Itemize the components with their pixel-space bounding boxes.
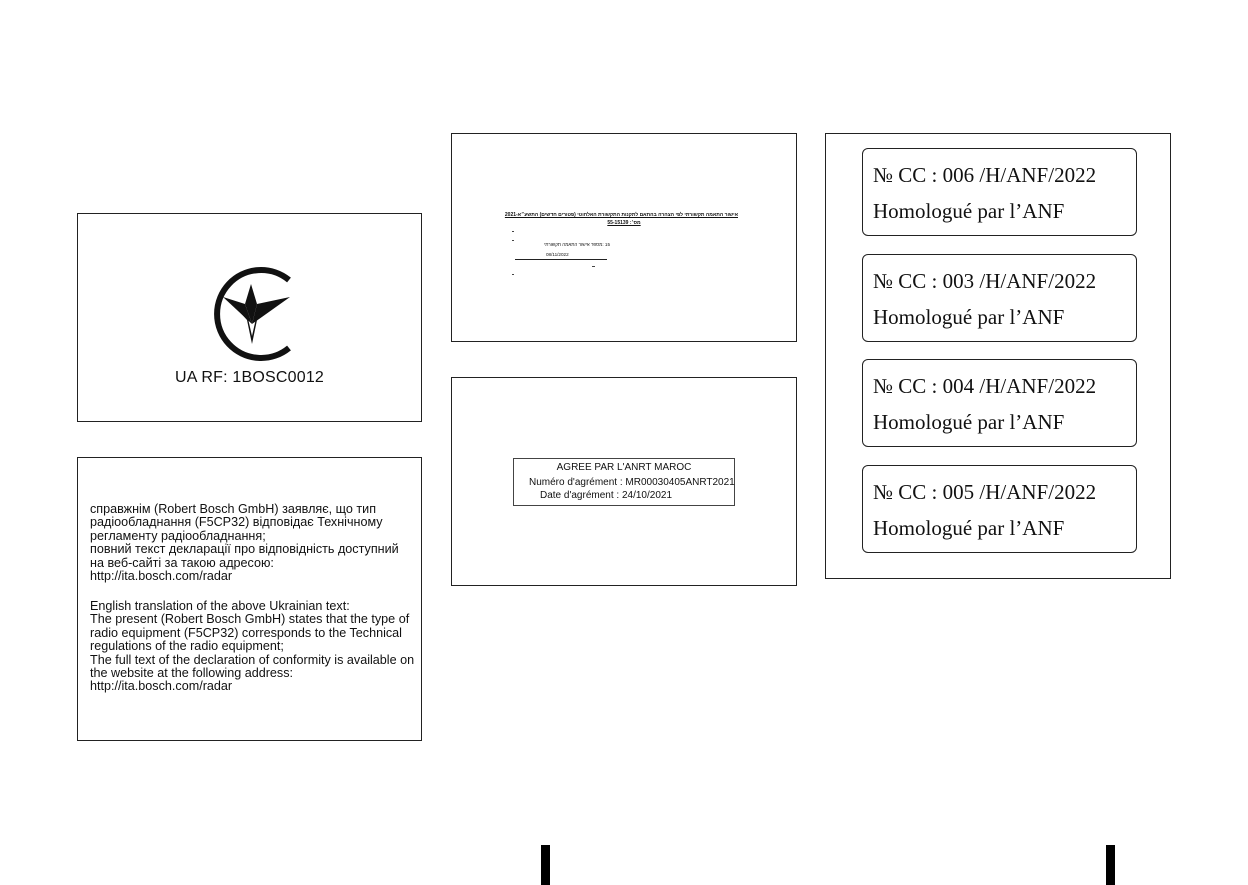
translation-line: The full text of the declaration of conformity is available on (90, 652, 415, 667)
israel-approval-code: מס׳: 55-15139 (607, 220, 641, 226)
page-crop-mark (1106, 845, 1115, 885)
anf-certificate-number: № CC : 006 /H/ANF/2022 (873, 163, 1097, 187)
translation-line: The present (Robert Bosch GmbH) states that the type of (90, 612, 410, 627)
anf-certificate-card (862, 148, 1137, 236)
anrt-title: AGREE PAR L'ANRT MAROC (556, 462, 692, 473)
page-crop-mark (541, 845, 550, 885)
declaration-url: http://ita.bosch.com/radar (90, 569, 233, 584)
anf-approval-text: Homologué par l’ANF (873, 516, 1065, 540)
israel-approval-title: אישור התאמה תקשורתי לפי הצהרה בהתאם לתקנות התקשורת האלחוטי (פטורים חדשים) התשע״א-2021 (504, 212, 738, 218)
ua-declaration-panel (77, 457, 422, 741)
anrt-approval-number: Numéro d'agrément : MR00030405ANRT2021 (529, 477, 735, 488)
ukrainian-conformity-mark-icon (203, 264, 298, 364)
translation-line: the website at the following address: (90, 666, 294, 681)
israel-approval-label: 15 :מספר אישור התאמה תקשורתי (544, 242, 611, 247)
form-mark (592, 266, 595, 267)
israel-approval-date: 08/11/2022 (546, 252, 569, 257)
israel-approval-panel (451, 133, 797, 342)
anrt-approval-date: Date d'agrément : 24/10/2021 (540, 490, 673, 501)
anf-certificates-panel (825, 133, 1171, 579)
anf-certificate-card (862, 254, 1137, 342)
declaration-line: регламенту радіообладнання; (90, 528, 266, 543)
anf-certificate-card (862, 465, 1137, 553)
declaration-line: радіообладнання (F5CP32) відповідає Технічному (90, 515, 383, 530)
translation-line: radio equipment (F5CP32) corresponds to the Technical (90, 625, 402, 640)
anf-approval-text: Homologué par l’ANF (873, 410, 1065, 434)
declaration-line: на веб-сайті за такою адресою: (90, 555, 274, 570)
declaration-line: справжнім (Robert Bosch GmbH) заявляє, що тип (90, 502, 377, 516)
declaration-line: повний текст декларації про відповідність доступний (90, 542, 399, 557)
anf-certificate-card (862, 359, 1137, 447)
translation-heading: English translation of the above Ukrainian text: (90, 599, 350, 613)
form-mark (512, 274, 514, 275)
anf-certificate-number: № CC : 005 /H/ANF/2022 (873, 480, 1097, 504)
anf-approval-text: Homologué par l’ANF (873, 199, 1065, 223)
translation-line: regulations of the radio equipment; (90, 639, 284, 654)
ua-conformity-mark-panel (77, 213, 422, 422)
signature-line (515, 259, 607, 260)
form-mark (512, 240, 514, 241)
translation-url: http://ita.bosch.com/radar (90, 679, 233, 694)
ukrainian-declaration-text (90, 503, 415, 583)
english-translation-text (90, 600, 415, 694)
anf-certificate-number: № CC : 004 /H/ANF/2022 (873, 374, 1097, 398)
anrt-approval-box (513, 458, 735, 506)
morocco-approval-panel (451, 377, 797, 586)
ua-rf-code: UA RF: 1BOSC0012 (174, 369, 325, 386)
form-mark (512, 231, 514, 232)
anf-approval-text: Homologué par l’ANF (873, 305, 1065, 329)
anf-certificate-number: № CC : 003 /H/ANF/2022 (873, 269, 1097, 293)
